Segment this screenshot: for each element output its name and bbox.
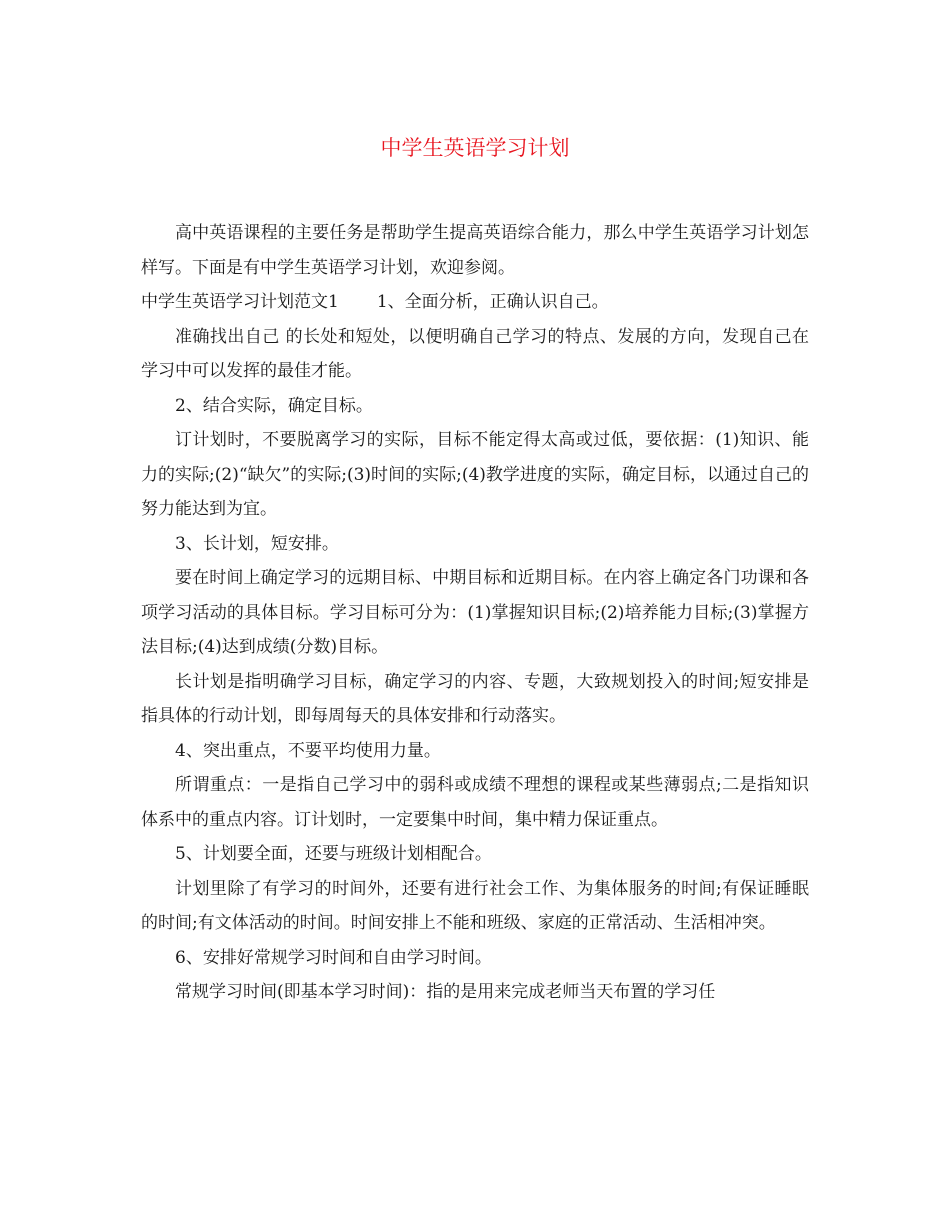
point3-text-1: 要在时间上确定学习的远期目标、中期目标和近期目标。在内容上确定各门功课和各项学习活动的具体目标。学习目标可分为：(1)掌握知识目标;(2)培养能力目标;(3)掌握方法目标;(4)达到成绩(分数)目标。 (141, 568, 809, 657)
sample-heading-line (141, 285, 809, 320)
point1-text: 准确找出自己 的长处和短处，以便明确自己学习的特点、发展的方向，发现自己在学习中可以发挥的最佳才能。 (141, 326, 809, 381)
point1-heading: 1、全面分析，正确认识自己。 (376, 292, 609, 312)
sample-heading: 中学生英语学习计划范文1 (141, 292, 339, 312)
intro-paragraph: 高中英语课程的主要任务是帮助学生提高英语综合能力，那么中学生英语学习计划怎样写。下面是有中学生英语学习计划，欢迎参阅。 (141, 223, 809, 278)
point5-heading: 5、计划要全面，还要与班级计划相配合。 (175, 844, 492, 864)
point5-text: 计划里除了有学习的时间外，还要有进行社会工作、为集体服务的时间;有保证睡眠的时间;有文体活动的时间。时间安排上不能和班级、家庭的正常活动、生活相冲突。 (141, 878, 809, 933)
point3-text-2: 长计划是指明确学习目标，确定学习的内容、专题，大致规划投入的时间;短安排是指具体的行动计划，即每周每天的具体安排和行动落实。 (141, 671, 809, 726)
document-body (141, 216, 809, 1010)
point3-heading: 3、长计划，短安排。 (175, 533, 339, 554)
point4-heading: 4、突出重点，不要平均使用力量。 (175, 740, 441, 761)
document-title: 中学生英语学习计划 (380, 136, 570, 160)
point2-heading: 2、结合实际，确定目标。 (175, 395, 373, 416)
point4-text: 所谓重点：一是指自己学习中的弱科或成绩不理想的课程或某些薄弱点;二是指知识体系中的重点内容。订计划时，一定要集中时间，集中精力保证重点。 (141, 775, 809, 830)
point6-heading: 6、安排好常规学习时间和自由学习时间。 (175, 947, 492, 968)
point2-text: 订计划时，不要脱离学习的实际，目标不能定得太高或过低，要依据：(1)知识、能力的实际;(2)“缺欠”的实际;(3)时间的实际;(4)教学进度的实际，确定目标，以通过自己的努力能达到为宜。 (141, 430, 809, 519)
point6-text: 常规学习时间(即基本学习时间)：指的是用来完成老师当天布置的学习任 (175, 982, 716, 1002)
